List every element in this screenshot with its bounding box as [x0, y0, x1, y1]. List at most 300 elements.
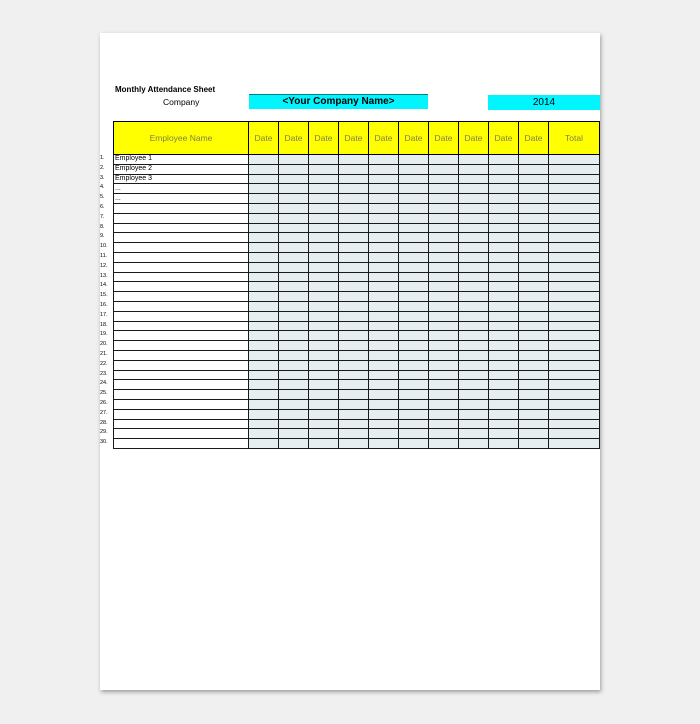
date-cell[interactable] [249, 370, 279, 380]
company-name-field[interactable]: <Your Company Name> [249, 94, 428, 109]
date-cell[interactable] [519, 213, 549, 223]
date-cell[interactable] [249, 243, 279, 253]
employee-name-cell[interactable] [114, 419, 249, 429]
employee-name-cell[interactable] [114, 321, 249, 331]
date-cell[interactable] [249, 233, 279, 243]
date-cell[interactable] [249, 439, 279, 449]
date-cell[interactable] [429, 252, 459, 262]
date-cell[interactable] [279, 321, 309, 331]
date-cell[interactable] [339, 174, 369, 184]
date-cell[interactable] [489, 390, 519, 400]
date-cell[interactable] [489, 370, 519, 380]
total-cell[interactable] [549, 203, 600, 213]
total-cell[interactable] [549, 370, 600, 380]
date-cell[interactable] [309, 331, 339, 341]
date-cell[interactable] [369, 252, 399, 262]
date-cell[interactable] [279, 370, 309, 380]
date-cell[interactable] [369, 262, 399, 272]
date-cell[interactable] [399, 233, 429, 243]
date-cell[interactable] [429, 341, 459, 351]
date-cell[interactable] [369, 164, 399, 174]
date-cell[interactable] [399, 409, 429, 419]
date-cell[interactable] [279, 262, 309, 272]
date-cell[interactable] [519, 370, 549, 380]
date-cell[interactable] [429, 399, 459, 409]
date-cell[interactable] [309, 233, 339, 243]
employee-name-cell[interactable] [114, 292, 249, 302]
date-cell[interactable] [429, 164, 459, 174]
total-cell[interactable] [549, 213, 600, 223]
date-cell[interactable] [519, 194, 549, 204]
date-cell[interactable] [339, 429, 369, 439]
date-cell[interactable] [369, 233, 399, 243]
date-cell[interactable] [399, 282, 429, 292]
date-cell[interactable] [459, 184, 489, 194]
employee-name-cell[interactable] [114, 213, 249, 223]
date-cell[interactable] [519, 243, 549, 253]
date-cell[interactable] [279, 409, 309, 419]
date-cell[interactable] [399, 311, 429, 321]
date-cell[interactable] [519, 203, 549, 213]
date-cell[interactable] [519, 321, 549, 331]
date-cell[interactable] [429, 311, 459, 321]
total-cell[interactable] [549, 311, 600, 321]
date-cell[interactable] [309, 174, 339, 184]
total-cell[interactable] [549, 419, 600, 429]
date-cell[interactable] [519, 429, 549, 439]
date-cell[interactable] [279, 360, 309, 370]
date-cell[interactable] [429, 233, 459, 243]
date-cell[interactable] [399, 155, 429, 165]
date-cell[interactable] [399, 390, 429, 400]
date-cell[interactable] [279, 292, 309, 302]
employee-name-cell[interactable] [114, 311, 249, 321]
date-cell[interactable] [429, 272, 459, 282]
date-cell[interactable] [519, 292, 549, 302]
date-cell[interactable] [279, 341, 309, 351]
date-cell[interactable] [369, 321, 399, 331]
date-cell[interactable] [309, 164, 339, 174]
date-cell[interactable] [459, 439, 489, 449]
date-cell[interactable] [399, 301, 429, 311]
employee-name-cell[interactable] [114, 409, 249, 419]
date-cell[interactable] [249, 155, 279, 165]
date-cell[interactable] [489, 252, 519, 262]
date-cell[interactable] [519, 155, 549, 165]
total-cell[interactable] [549, 321, 600, 331]
date-cell[interactable] [399, 262, 429, 272]
date-cell[interactable] [489, 155, 519, 165]
employee-name-cell[interactable] [114, 390, 249, 400]
date-cell[interactable] [369, 419, 399, 429]
date-cell[interactable] [519, 272, 549, 282]
date-cell[interactable] [309, 213, 339, 223]
date-cell[interactable] [429, 184, 459, 194]
date-cell[interactable] [339, 321, 369, 331]
date-cell[interactable] [459, 370, 489, 380]
date-cell[interactable] [249, 399, 279, 409]
date-cell[interactable] [399, 380, 429, 390]
date-cell[interactable] [369, 174, 399, 184]
date-cell[interactable] [429, 390, 459, 400]
date-cell[interactable] [279, 184, 309, 194]
date-cell[interactable] [249, 194, 279, 204]
employee-name-cell[interactable]: ... [114, 194, 249, 204]
date-cell[interactable] [369, 184, 399, 194]
date-cell[interactable] [339, 155, 369, 165]
date-cell[interactable] [399, 341, 429, 351]
date-cell[interactable] [399, 243, 429, 253]
total-cell[interactable] [549, 223, 600, 233]
total-cell[interactable] [549, 194, 600, 204]
date-cell[interactable] [399, 292, 429, 302]
date-cell[interactable] [369, 350, 399, 360]
date-cell[interactable] [309, 409, 339, 419]
employee-name-cell[interactable] [114, 272, 249, 282]
date-cell[interactable] [249, 321, 279, 331]
date-cell[interactable] [369, 194, 399, 204]
date-cell[interactable] [489, 223, 519, 233]
date-cell[interactable] [249, 331, 279, 341]
date-cell[interactable] [519, 341, 549, 351]
date-cell[interactable] [339, 439, 369, 449]
date-cell[interactable] [339, 243, 369, 253]
date-cell[interactable] [339, 233, 369, 243]
date-cell[interactable] [279, 174, 309, 184]
date-cell[interactable] [459, 399, 489, 409]
date-cell[interactable] [489, 419, 519, 429]
date-cell[interactable] [339, 311, 369, 321]
date-cell[interactable] [309, 243, 339, 253]
employee-name-cell[interactable] [114, 282, 249, 292]
date-cell[interactable] [399, 194, 429, 204]
date-cell[interactable] [309, 155, 339, 165]
total-cell[interactable] [549, 292, 600, 302]
date-cell[interactable] [459, 272, 489, 282]
employee-name-cell[interactable] [114, 370, 249, 380]
date-cell[interactable] [459, 380, 489, 390]
date-cell[interactable] [249, 223, 279, 233]
date-cell[interactable] [249, 174, 279, 184]
date-cell[interactable] [459, 233, 489, 243]
date-cell[interactable] [459, 350, 489, 360]
date-cell[interactable] [459, 429, 489, 439]
total-cell[interactable] [549, 429, 600, 439]
employee-name-cell[interactable] [114, 301, 249, 311]
date-cell[interactable] [309, 399, 339, 409]
date-cell[interactable] [399, 174, 429, 184]
date-cell[interactable] [429, 223, 459, 233]
date-cell[interactable] [369, 243, 399, 253]
date-cell[interactable] [429, 380, 459, 390]
date-cell[interactable] [339, 370, 369, 380]
date-cell[interactable] [489, 164, 519, 174]
total-cell[interactable] [549, 155, 600, 165]
date-cell[interactable] [429, 331, 459, 341]
date-cell[interactable] [429, 203, 459, 213]
total-cell[interactable] [549, 409, 600, 419]
date-cell[interactable] [339, 409, 369, 419]
date-cell[interactable] [369, 223, 399, 233]
date-cell[interactable] [249, 252, 279, 262]
date-cell[interactable] [369, 282, 399, 292]
date-cell[interactable] [339, 360, 369, 370]
date-cell[interactable] [279, 331, 309, 341]
date-cell[interactable] [339, 399, 369, 409]
date-cell[interactable] [429, 155, 459, 165]
date-cell[interactable] [279, 194, 309, 204]
employee-name-cell[interactable] [114, 380, 249, 390]
date-cell[interactable] [339, 262, 369, 272]
date-cell[interactable] [279, 243, 309, 253]
date-cell[interactable] [429, 439, 459, 449]
total-cell[interactable] [549, 262, 600, 272]
total-cell[interactable] [549, 164, 600, 174]
date-cell[interactable] [309, 380, 339, 390]
date-cell[interactable] [339, 390, 369, 400]
total-cell[interactable] [549, 439, 600, 449]
date-cell[interactable] [399, 321, 429, 331]
date-cell[interactable] [279, 282, 309, 292]
date-cell[interactable] [429, 194, 459, 204]
date-cell[interactable] [249, 350, 279, 360]
date-cell[interactable] [489, 213, 519, 223]
employee-name-cell[interactable] [114, 223, 249, 233]
date-cell[interactable] [519, 262, 549, 272]
employee-name-cell[interactable] [114, 331, 249, 341]
date-cell[interactable] [369, 331, 399, 341]
date-cell[interactable] [459, 321, 489, 331]
date-cell[interactable] [339, 380, 369, 390]
date-cell[interactable] [339, 419, 369, 429]
employee-name-cell[interactable]: Employee 2 [114, 164, 249, 174]
date-cell[interactable] [339, 331, 369, 341]
employee-name-cell[interactable] [114, 439, 249, 449]
date-cell[interactable] [459, 194, 489, 204]
date-cell[interactable] [459, 155, 489, 165]
date-cell[interactable] [279, 213, 309, 223]
date-cell[interactable] [519, 419, 549, 429]
total-cell[interactable] [549, 350, 600, 360]
date-cell[interactable] [519, 282, 549, 292]
date-cell[interactable] [519, 184, 549, 194]
date-cell[interactable] [459, 292, 489, 302]
date-cell[interactable] [339, 203, 369, 213]
date-cell[interactable] [399, 272, 429, 282]
date-cell[interactable] [459, 409, 489, 419]
date-cell[interactable] [459, 301, 489, 311]
date-cell[interactable] [459, 252, 489, 262]
date-cell[interactable] [339, 194, 369, 204]
date-cell[interactable] [309, 223, 339, 233]
date-cell[interactable] [459, 262, 489, 272]
total-cell[interactable] [549, 233, 600, 243]
date-cell[interactable] [339, 223, 369, 233]
date-cell[interactable] [399, 252, 429, 262]
date-cell[interactable] [429, 360, 459, 370]
date-cell[interactable] [249, 164, 279, 174]
date-cell[interactable] [309, 321, 339, 331]
date-cell[interactable] [309, 252, 339, 262]
date-cell[interactable] [459, 223, 489, 233]
employee-name-cell[interactable] [114, 203, 249, 213]
date-cell[interactable] [369, 409, 399, 419]
date-cell[interactable] [369, 301, 399, 311]
date-cell[interactable] [309, 390, 339, 400]
date-cell[interactable] [429, 429, 459, 439]
date-cell[interactable] [339, 350, 369, 360]
total-cell[interactable] [549, 174, 600, 184]
date-cell[interactable] [339, 213, 369, 223]
date-cell[interactable] [369, 155, 399, 165]
date-cell[interactable] [459, 390, 489, 400]
date-cell[interactable] [459, 311, 489, 321]
date-cell[interactable] [429, 370, 459, 380]
employee-name-cell[interactable] [114, 262, 249, 272]
date-cell[interactable] [519, 380, 549, 390]
date-cell[interactable] [399, 419, 429, 429]
date-cell[interactable] [399, 331, 429, 341]
date-cell[interactable] [459, 174, 489, 184]
date-cell[interactable] [489, 233, 519, 243]
employee-name-cell[interactable]: Employee 3 [114, 174, 249, 184]
date-cell[interactable] [429, 213, 459, 223]
total-cell[interactable] [549, 252, 600, 262]
date-cell[interactable] [309, 439, 339, 449]
date-cell[interactable] [489, 292, 519, 302]
date-cell[interactable] [279, 233, 309, 243]
date-cell[interactable] [309, 419, 339, 429]
date-cell[interactable] [489, 184, 519, 194]
date-cell[interactable] [399, 213, 429, 223]
date-cell[interactable] [309, 370, 339, 380]
date-cell[interactable] [339, 252, 369, 262]
employee-name-cell[interactable]: Employee 1 [114, 155, 249, 165]
date-cell[interactable] [489, 321, 519, 331]
total-cell[interactable] [549, 272, 600, 282]
date-cell[interactable] [369, 399, 399, 409]
date-cell[interactable] [339, 301, 369, 311]
date-cell[interactable] [489, 301, 519, 311]
date-cell[interactable] [399, 223, 429, 233]
date-cell[interactable] [489, 272, 519, 282]
date-cell[interactable] [309, 203, 339, 213]
employee-name-cell[interactable] [114, 341, 249, 351]
date-cell[interactable] [489, 409, 519, 419]
date-cell[interactable] [249, 292, 279, 302]
date-cell[interactable] [369, 341, 399, 351]
date-cell[interactable] [429, 292, 459, 302]
date-cell[interactable] [249, 390, 279, 400]
date-cell[interactable] [369, 370, 399, 380]
date-cell[interactable] [429, 262, 459, 272]
date-cell[interactable] [249, 409, 279, 419]
date-cell[interactable] [399, 429, 429, 439]
date-cell[interactable] [279, 350, 309, 360]
date-cell[interactable] [519, 233, 549, 243]
date-cell[interactable] [519, 301, 549, 311]
date-cell[interactable] [279, 301, 309, 311]
date-cell[interactable] [459, 164, 489, 174]
date-cell[interactable] [309, 292, 339, 302]
date-cell[interactable] [489, 194, 519, 204]
date-cell[interactable] [369, 311, 399, 321]
date-cell[interactable] [279, 203, 309, 213]
date-cell[interactable] [249, 301, 279, 311]
date-cell[interactable] [249, 311, 279, 321]
date-cell[interactable] [279, 380, 309, 390]
date-cell[interactable] [399, 360, 429, 370]
date-cell[interactable] [279, 272, 309, 282]
date-cell[interactable] [519, 331, 549, 341]
date-cell[interactable] [399, 439, 429, 449]
date-cell[interactable] [369, 429, 399, 439]
date-cell[interactable] [429, 419, 459, 429]
total-cell[interactable] [549, 380, 600, 390]
date-cell[interactable] [459, 331, 489, 341]
total-cell[interactable] [549, 399, 600, 409]
date-cell[interactable] [459, 419, 489, 429]
date-cell[interactable] [339, 292, 369, 302]
date-cell[interactable] [369, 272, 399, 282]
date-cell[interactable] [249, 282, 279, 292]
date-cell[interactable] [399, 370, 429, 380]
date-cell[interactable] [279, 429, 309, 439]
date-cell[interactable] [369, 390, 399, 400]
date-cell[interactable] [249, 360, 279, 370]
date-cell[interactable] [489, 360, 519, 370]
date-cell[interactable] [249, 380, 279, 390]
date-cell[interactable] [519, 390, 549, 400]
date-cell[interactable] [279, 311, 309, 321]
date-cell[interactable] [459, 360, 489, 370]
date-cell[interactable] [369, 203, 399, 213]
date-cell[interactable] [279, 155, 309, 165]
date-cell[interactable] [309, 262, 339, 272]
date-cell[interactable] [489, 341, 519, 351]
date-cell[interactable] [309, 272, 339, 282]
total-cell[interactable] [549, 331, 600, 341]
employee-name-cell[interactable] [114, 399, 249, 409]
date-cell[interactable] [399, 164, 429, 174]
date-cell[interactable] [459, 213, 489, 223]
date-cell[interactable] [309, 311, 339, 321]
date-cell[interactable] [309, 194, 339, 204]
employee-name-cell[interactable] [114, 243, 249, 253]
date-cell[interactable] [399, 203, 429, 213]
date-cell[interactable] [429, 282, 459, 292]
employee-name-cell[interactable] [114, 252, 249, 262]
employee-name-cell[interactable] [114, 360, 249, 370]
date-cell[interactable] [369, 360, 399, 370]
date-cell[interactable] [519, 399, 549, 409]
date-cell[interactable] [309, 360, 339, 370]
date-cell[interactable] [519, 223, 549, 233]
date-cell[interactable] [249, 419, 279, 429]
date-cell[interactable] [519, 360, 549, 370]
date-cell[interactable] [459, 203, 489, 213]
employee-name-cell[interactable] [114, 233, 249, 243]
date-cell[interactable] [429, 321, 459, 331]
date-cell[interactable] [459, 282, 489, 292]
date-cell[interactable] [279, 164, 309, 174]
date-cell[interactable] [249, 184, 279, 194]
date-cell[interactable] [369, 380, 399, 390]
date-cell[interactable] [309, 350, 339, 360]
date-cell[interactable] [519, 350, 549, 360]
date-cell[interactable] [399, 184, 429, 194]
date-cell[interactable] [279, 252, 309, 262]
